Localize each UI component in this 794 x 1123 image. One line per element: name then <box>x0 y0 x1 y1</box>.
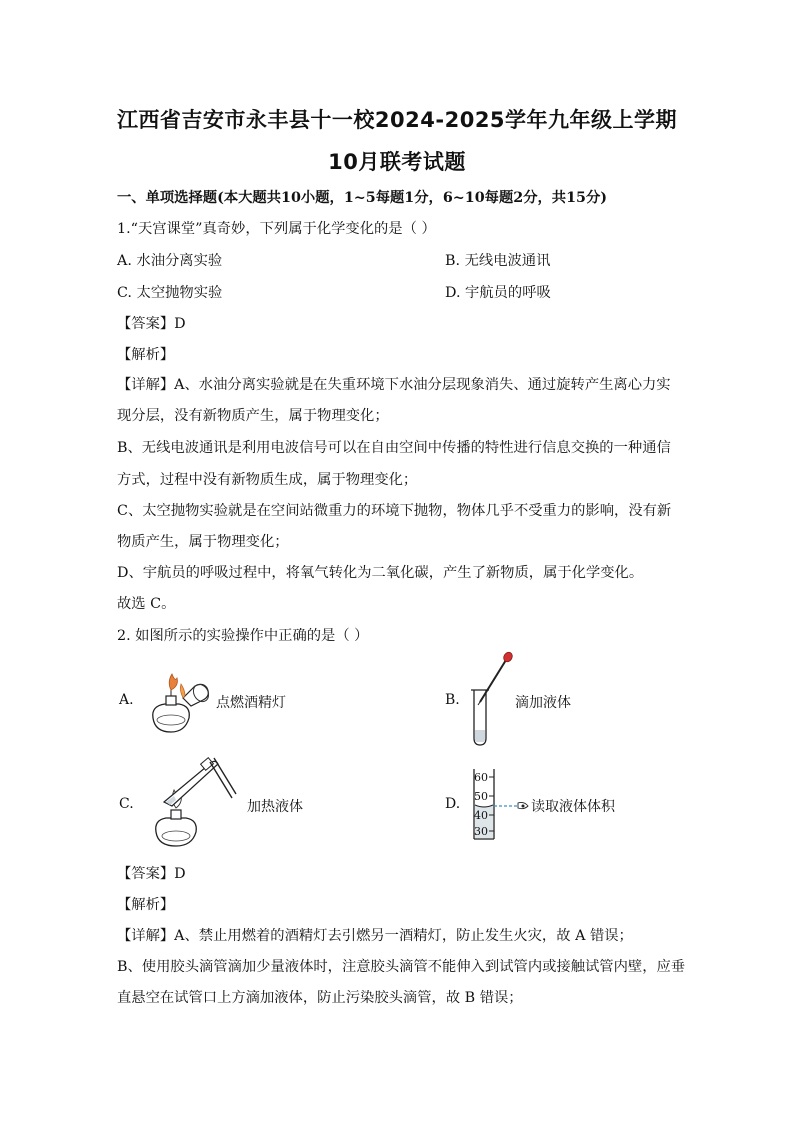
q2-analysis-label: 【解析】 <box>117 897 175 913</box>
q1-detail-line: D、宇航员的呼吸过程中，将氧气转化为二氧化碳，产生了新物质，属于化学变化。 <box>117 565 644 581</box>
q1-option-d: D. 宇航员的呼吸 <box>445 285 551 301</box>
q2-detail-line: 直悬空在试管口上方滴加液体，防止污染胶头滴管，故 B 错误； <box>117 990 523 1006</box>
q1-detail-line: 物质产生，属于物理变化； <box>117 534 289 550</box>
cylinder-tick-label: 60 <box>474 771 488 784</box>
q2-detail-line: 【详解】A、禁止用燃着的酒精灯去引燃另一酒精灯，防止发生火灾，故 A 错误； <box>117 928 633 944</box>
q1-stem: 1.“天宫课堂”真奇妙，下列属于化学变化的是（ ） <box>117 221 436 237</box>
cylinder-tick-label: 50 <box>474 790 488 803</box>
q1-option-a: A. 水油分离实验 <box>117 253 223 269</box>
cylinder-tick-label: 40 <box>474 809 488 822</box>
cylinder-tick-label: 30 <box>474 825 488 838</box>
q1-detail-line: 【详解】A、水油分离实验就是在失重环境下水油分层现象消失、通过旋转产生离心力实 <box>117 377 671 393</box>
doc-title-line2: 10月联考试题 <box>328 150 466 174</box>
q1-detail-line: 方式，过程中没有新物质生成，属于物理变化； <box>117 472 418 488</box>
q2-figure-b-letter: B. <box>445 692 460 708</box>
section-heading: 一、单项选择题(本大题共10小题，1~5每题1分，6~10每题2分，共15分) <box>117 190 608 206</box>
q1-analysis-label: 【解析】 <box>117 347 175 363</box>
q2-detail-line: B、使用胶头滴管滴加少量液体时，注意胶头滴管不能伸入到试管内或接触试管内壁，应垂 <box>117 959 686 975</box>
q2-figure-c-caption: 加热液体 <box>247 799 303 815</box>
alcohol-lamp-lighting-figure <box>145 660 215 740</box>
q1-option-b: B. 无线电波通讯 <box>445 253 551 269</box>
q2-figure-c-letter: C. <box>119 796 134 812</box>
heating-liquid-figure <box>150 752 245 852</box>
doc-title-line1: 江西省吉安市永丰县十一校2024-2025学年九年级上学期 <box>116 108 678 132</box>
q1-detail-line: 现分层，没有新物质产生，属于物理变化； <box>117 408 389 424</box>
q1-option-c: C. 太空抛物实验 <box>117 285 223 301</box>
q2-figure-d-letter: D. <box>445 796 461 812</box>
q1-answer: 【答案】D <box>117 316 186 332</box>
q2-figure-d-caption: 读取液体体积 <box>531 799 615 815</box>
q2-stem: 2. 如图所示的实验操作中正确的是（ ） <box>117 628 369 644</box>
q2-answer: 【答案】D <box>117 866 186 882</box>
q1-detail-line: B、无线电波通讯是利用电波信号可以在自由空间中传播的特性进行信息交换的一种通信 <box>117 440 671 456</box>
q1-detail-line: C、太空抛物实验就是在空间站微重力的环境下抛物，物体几乎不受重力的影响，没有新 <box>117 503 672 519</box>
q2-figure-a-letter: A. <box>119 692 134 708</box>
q2-figure-a-caption: 点燃酒精灯 <box>216 695 286 711</box>
q1-detail-line: 故选 C。 <box>117 596 176 612</box>
q2-figure-b-caption: 滴加液体 <box>515 695 571 711</box>
